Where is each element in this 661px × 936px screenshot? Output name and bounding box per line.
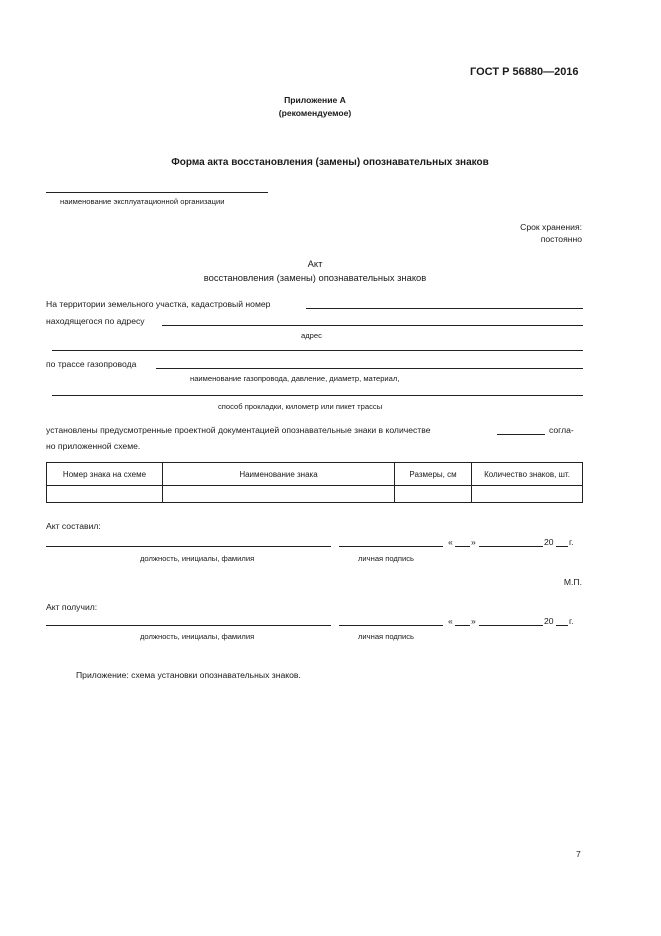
received-position-line[interactable] <box>46 625 331 626</box>
pipeline-label: по трассе газопровода <box>46 359 137 369</box>
installed-text-line2: но приложенной схеме. <box>46 441 141 451</box>
col-header-quantity: Количество знаков, шт. <box>472 463 583 486</box>
col-header-number: Номер знака на схеме <box>47 463 163 486</box>
storage-value: постоянно <box>540 234 582 244</box>
appendix-title: Приложение А <box>284 95 346 105</box>
pipeline-caption: наименование газопровода, давление, диаметр, материал, <box>190 374 400 383</box>
act-subtitle: восстановления (замены) опознавательных знаков <box>203 272 427 283</box>
act-title: Акт <box>307 258 323 269</box>
composed-day-line[interactable] <box>455 546 470 547</box>
installed-text-line1: установлены предусмотренные проектной документацией опознавательные знаки в количестве <box>46 425 431 435</box>
org-name-caption: наименование эксплуатационной организации <box>60 197 225 206</box>
received-signature-line[interactable] <box>339 625 443 626</box>
composed-signature-line[interactable] <box>339 546 443 547</box>
received-day-line[interactable] <box>455 625 470 626</box>
received-date-close: » <box>471 616 476 626</box>
col-header-name: Наименование знака <box>163 463 395 486</box>
composed-date-open: « <box>448 537 453 547</box>
composed-month-line[interactable] <box>479 546 543 547</box>
sign-count-line[interactable] <box>497 434 545 435</box>
cell-size[interactable] <box>395 486 472 503</box>
received-signature-caption: личная подпись <box>358 632 414 641</box>
composed-year-line[interactable] <box>556 546 568 547</box>
composed-position-line[interactable] <box>46 546 331 547</box>
received-year-prefix: 20 <box>544 616 554 626</box>
composed-year-prefix: 20 <box>544 537 554 547</box>
cell-number[interactable] <box>47 486 163 503</box>
composed-date-close: » <box>471 537 476 547</box>
received-label: Акт получил: <box>46 602 98 612</box>
page-number: 7 <box>576 849 581 859</box>
composed-position-caption: должность, инициалы, фамилия <box>140 554 255 563</box>
form-title: Форма акта восстановления (замены) опознавательных знаков <box>171 157 489 168</box>
pipeline-line[interactable] <box>156 368 583 369</box>
address-line-2[interactable] <box>52 350 583 351</box>
stamp-place: М.П. <box>563 577 582 587</box>
received-position-caption: должность, инициалы, фамилия <box>140 632 255 641</box>
col-header-size: Размеры, см <box>395 463 472 486</box>
attachment-note: Приложение: схема установки опознавательных знаков. <box>76 670 301 680</box>
land-plot-label: На территории земельного участка, кадастровый номер <box>46 299 271 309</box>
appendix-subtitle: (рекомендуемое) <box>278 108 352 118</box>
composed-label: Акт составил: <box>46 521 101 531</box>
org-name-line <box>46 192 268 193</box>
address-caption: адрес <box>301 331 322 340</box>
composed-signature-caption: личная подпись <box>358 554 414 563</box>
composed-year-suffix: г. <box>569 537 574 547</box>
address-label: находящегося по адресу <box>46 316 145 326</box>
address-line[interactable] <box>162 325 583 326</box>
received-year-suffix: г. <box>569 616 574 626</box>
installed-text-line1-end: согла- <box>549 425 574 435</box>
cadastral-number-line[interactable] <box>306 308 583 309</box>
storage-label: Срок хранения: <box>520 222 582 232</box>
received-month-line[interactable] <box>479 625 543 626</box>
route-caption: способ прокладки, километр или пикет трассы <box>218 402 383 411</box>
signs-table <box>46 462 583 503</box>
cell-quantity[interactable] <box>472 486 583 503</box>
received-year-line[interactable] <box>556 625 568 626</box>
route-line[interactable] <box>52 395 583 396</box>
received-date-open: « <box>448 616 453 626</box>
cell-name[interactable] <box>163 486 395 503</box>
document-code: ГОСТ Р 56880—2016 <box>470 66 579 78</box>
